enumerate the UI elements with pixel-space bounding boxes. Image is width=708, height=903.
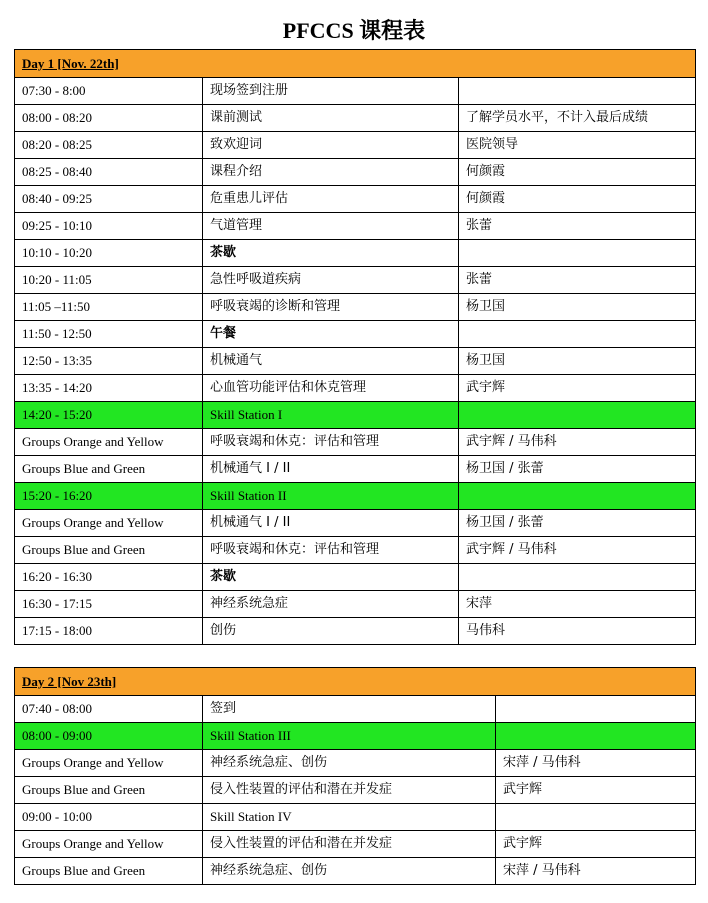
session-cell: 机械通气 I / II [203,456,459,483]
speaker-cell: 武宇辉 / 马伟科 [459,429,696,456]
time-cell: 09:00 - 10:00 [15,804,203,831]
table-row [15,618,696,645]
day-header: Day 1 [Nov. 22th] [15,50,696,78]
time-cell: Groups Orange and Yellow [15,750,203,777]
table-row [15,321,696,348]
table-row [15,402,696,429]
session-cell: 茶歇 [203,564,459,591]
speaker-cell: 医院领导 [459,132,696,159]
session-cell: 课前测试 [203,105,459,132]
speaker-cell: 宋萍 / 马伟科 [496,750,696,777]
table-row [15,375,696,402]
speaker-cell [459,321,696,348]
table-row [15,240,696,267]
time-cell: 12:50 - 13:35 [15,348,203,375]
speaker-cell [496,804,696,831]
page-title: PFCCS 课程表 [282,18,426,43]
time-cell: Groups Blue and Green [15,777,203,804]
time-cell: 07:40 - 08:00 [15,696,203,723]
day1-schedule-table [14,49,696,645]
speaker-cell: 了解学员水平，不计入最后成绩 [459,105,696,132]
table-row [15,105,696,132]
time-cell: 08:00 - 09:00 [15,723,203,750]
time-cell: 08:20 - 08:25 [15,132,203,159]
table-row [15,348,696,375]
table-row [15,510,696,537]
day2-schedule-table [14,667,696,885]
table-row [15,159,696,186]
table-row [15,132,696,159]
speaker-cell: 武宇辉 [459,375,696,402]
session-cell: 神经系统急症、创伤 [203,750,496,777]
session-cell: 现场签到注册 [203,78,459,105]
session-cell: 机械通气 [203,348,459,375]
time-cell: Groups Orange and Yellow [15,510,203,537]
time-cell: 09:25 - 10:10 [15,213,203,240]
time-cell: 08:25 - 08:40 [15,159,203,186]
time-cell: 16:30 - 17:15 [15,591,203,618]
session-cell: Skill Station I [203,402,459,429]
speaker-cell [459,483,696,510]
speaker-cell [459,240,696,267]
speaker-cell: 杨卫国 [459,348,696,375]
session-cell: 午餐 [203,321,459,348]
table-row [15,294,696,321]
session-cell: 神经系统急症 [203,591,459,618]
day1-header-row [15,50,696,78]
speaker-cell: 宋萍 [459,591,696,618]
table-row [15,537,696,564]
time-cell: 14:20 - 15:20 [15,402,203,429]
speaker-cell: 武宇辉 [496,831,696,858]
table-row [15,564,696,591]
table-row [15,78,696,105]
speaker-cell: 马伟科 [459,618,696,645]
session-cell: 课程介绍 [203,159,459,186]
session-cell: 急性呼吸道疾病 [203,267,459,294]
session-cell: 侵入性装置的评估和潜在并发症 [203,831,496,858]
session-cell: 呼吸衰竭和休克：评估和管理 [203,537,459,564]
speaker-cell [459,564,696,591]
table-row [15,213,696,240]
session-cell: 呼吸衰竭的诊断和管理 [203,294,459,321]
table-row [15,750,696,777]
speaker-cell: 张蕾 [459,213,696,240]
session-cell: 心血管功能评估和休克管理 [203,375,459,402]
session-cell: 呼吸衰竭和休克：评估和管理 [203,429,459,456]
table-row [15,186,696,213]
table-row [15,831,696,858]
session-cell: Skill Station II [203,483,459,510]
session-cell: 致欢迎词 [203,132,459,159]
speaker-cell: 何颜霞 [459,159,696,186]
session-cell: 创伤 [203,618,459,645]
time-cell: 10:20 - 11:05 [15,267,203,294]
table-row [15,777,696,804]
time-cell: 08:00 - 08:20 [15,105,203,132]
time-cell: 17:15 - 18:00 [15,618,203,645]
time-cell: Groups Blue and Green [15,537,203,564]
table-row [15,804,696,831]
time-cell: 13:35 - 14:20 [15,375,203,402]
table-row [15,429,696,456]
speaker-cell: 杨卫国 / 张蕾 [459,510,696,537]
speaker-cell: 宋萍 / 马伟科 [496,858,696,885]
speaker-cell: 何颜霞 [459,186,696,213]
session-cell: 签到 [203,696,496,723]
time-cell: 11:05 –11:50 [15,294,203,321]
time-cell: 08:40 - 09:25 [15,186,203,213]
speaker-cell [496,696,696,723]
table-row [15,267,696,294]
speaker-cell: 杨卫国 [459,294,696,321]
table-row [15,723,696,750]
session-cell: 机械通气 I / II [203,510,459,537]
day-header: Day 2 [Nov 23th] [15,668,696,696]
time-cell: 16:20 - 16:30 [15,564,203,591]
speaker-cell [496,723,696,750]
table-row [15,696,696,723]
time-cell: 11:50 - 12:50 [15,321,203,348]
time-cell: 15:20 - 16:20 [15,483,203,510]
time-cell: 10:10 - 10:20 [15,240,203,267]
session-cell: 气道管理 [203,213,459,240]
table-row [15,858,696,885]
day2-header-row [15,668,696,696]
session-cell: Skill Station IV [203,804,496,831]
speaker-cell: 张蕾 [459,267,696,294]
speaker-cell [459,402,696,429]
speaker-cell: 武宇辉 [496,777,696,804]
time-cell: Groups Blue and Green [15,858,203,885]
session-cell: Skill Station III [203,723,496,750]
table-row [15,591,696,618]
time-cell: Groups Blue and Green [15,456,203,483]
session-cell: 神经系统急症、创伤 [203,858,496,885]
table-row [15,456,696,483]
time-cell: Groups Orange and Yellow [15,831,203,858]
speaker-cell [459,78,696,105]
session-cell: 茶歇 [203,240,459,267]
table-row [15,483,696,510]
session-cell: 侵入性装置的评估和潜在并发症 [203,777,496,804]
speaker-cell: 武宇辉 / 马伟科 [459,537,696,564]
time-cell: Groups Orange and Yellow [15,429,203,456]
session-cell: 危重患儿评估 [203,186,459,213]
time-cell: 07:30 - 8:00 [15,78,203,105]
speaker-cell: 杨卫国 / 张蕾 [459,456,696,483]
